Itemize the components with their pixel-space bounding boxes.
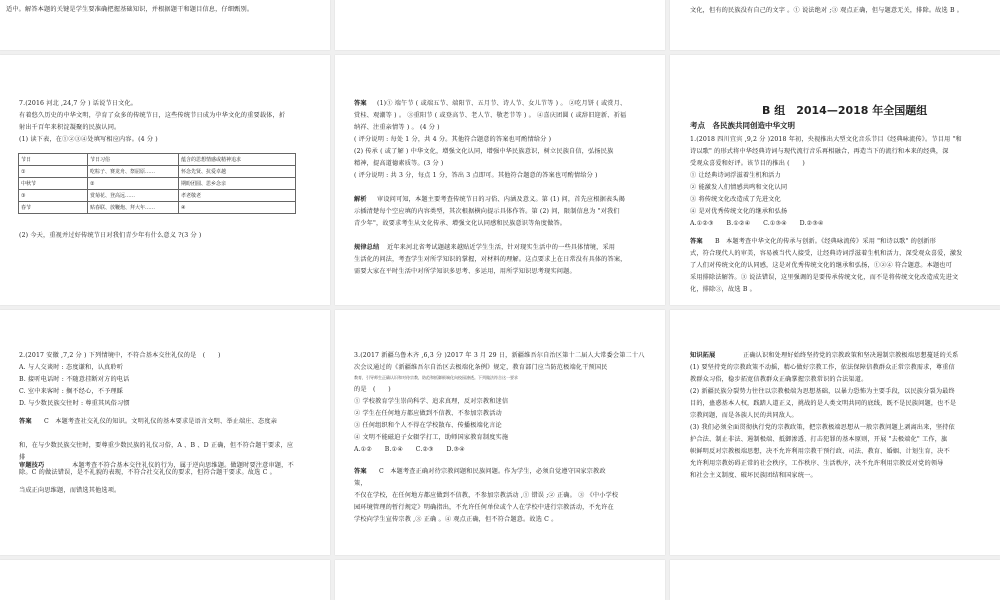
p7-option-c: C. 室中来客时 : 搁不经心，不予理睬 <box>19 388 124 395</box>
page-12 <box>670 560 1000 600</box>
p9-line-1: 正确认识和处理好始终坚持党的宗教政策和坚决遏制宗教极端思想蔓延的关系 <box>743 352 959 359</box>
p5-answer-1: (1)① 端午节 ( 或端五节、端阳节、五月节、诗人节、女儿节等 ) 。 ②吃月饼 ( 或赏月、 <box>377 100 627 107</box>
p7-skill-1: 本题考查不符合基本交往礼仪的行为，属于逆向思维题。做题时要注意审题，不 <box>72 462 294 469</box>
p9-line-9: 帜鲜明反对宗教极端思想，决不允许利用宗教干预行政、司法、教育、婚姻、计划生育，决不 <box>690 448 950 455</box>
p7-answer-2: 和，在与少数民族交往时，要尊重少数民族的礼仪习俗，A 、B 、D 正确，但不符合题干要求，应 <box>19 442 294 449</box>
p5-answer-2: 赏桂、观潮等 ) 。 ③重阳节 ( 或登高节、老人节、敬老节等 ) 。 ④喜庆团圆 ( 或辞旧迎新、祈福 <box>354 112 627 119</box>
section-title: B 组 2014—2018 年全国题组 <box>762 104 928 117</box>
table-cell: 期盼团圆、思乡念亲 <box>179 178 296 190</box>
page-6 <box>670 55 1000 305</box>
p8-question-1: 3.(2017 新疆乌鲁木齐 ,6,3 分 )2017 年 3 月 29 日，新疆维吾尔自治区第十二届人大常委会第二十八 <box>354 352 645 359</box>
p9-line-7: (3) 我们必须全面贯彻执行党的宗教政策，把宗教极端思想从一般宗教问题上剥离出来，坚持依 <box>690 424 955 431</box>
table-cell: ② <box>88 178 179 190</box>
table-header-row <box>19 154 296 166</box>
p8-option-3: ③ 任何组织和个人不得在学校散布、传播极端化言论 <box>354 422 502 429</box>
p8-answer-5: 学校向学生宣传宗教 ,③ 正确 。④ 观点正确，但不符合题意。故选 C 。 <box>354 516 558 523</box>
p8-option-2: ② 学生在任何地方都应做到不信教、不参加宗教活动 <box>354 410 502 417</box>
p7-answer-1: C 本题考查社交礼仪的知识。文明礼仪的基本要求是语言文明、举止端庄、态度亲 <box>44 418 278 425</box>
p6-question-3: 受观众喜爱和好评。该节目的推出 ( ) <box>690 160 805 167</box>
section-subtitle: 考点 各民族共同创造中华文明 <box>690 121 795 130</box>
p7-option-a: A. 与人交谈时 : 态度谦和，认真聆听 <box>19 364 124 371</box>
p7-answer-3: 排 <box>19 454 26 461</box>
page-10 <box>0 560 330 600</box>
table-row <box>19 190 296 202</box>
p9-line-3: 教群众习俗，稳步拓宽信教群众正确掌握宗教常识的合法渠道。 <box>690 376 868 383</box>
table-cell: ③ <box>19 190 88 202</box>
p6-option-1: ① 让经典诗词浮滋着生机和活力 <box>690 172 781 179</box>
p7-option-d: D. 与少数民族交往时 : 尊重其风俗习惯 <box>19 400 130 407</box>
p5-analysis-3: 青少年"，故要求考生从文化传承、增强文化认同感和民族意识等角度做答。 <box>354 220 567 227</box>
p9-line-6: 宗教问题，而是各族人民的共同敌人。 <box>690 412 798 419</box>
p6-answer-1: B 本题考查中华文化的传承与创新。《经典咏流传》采用 "和诗以歌" 的创新形 <box>715 238 936 245</box>
page-5 <box>335 55 665 305</box>
p6-answer-3: 了人们对传统文化的认同感，这是对优秀传统文化的继承和弘扬，①②④ 符合题意。本题也可 <box>690 262 952 269</box>
p8-answer-label: 答案 <box>354 468 367 475</box>
table-cell: ④ <box>179 202 296 214</box>
table-cell: 吃粽子、赛龙舟、祭屈原…… <box>88 166 179 178</box>
p8-option-4: ④ 文明不能磁迫子女辍学打工，助师国家教育制度实施 <box>354 434 509 441</box>
p8-question-4: 的是 ( ) <box>354 386 391 393</box>
p7-answer-4: 除。C 的做法错误，是不礼貌的表现，不符合社交礼仪的要求，但符合题干要求。故选 C 。 <box>19 469 276 476</box>
table-cell: 春节 <box>19 202 88 214</box>
table-header: 节日 <box>19 154 88 166</box>
p6-answer-label: 答案 <box>690 238 703 245</box>
p5-pattern-1: 近年来河北省考试题越来越贴近学生生活，针对现实生活中的一些具体情境，采用 <box>387 244 616 251</box>
p9-line-8: 护合法、制止非法、遏制极端、抵御渗透、打击犯罪的基本原则，开展 "去极端化" 工作，旗 <box>690 436 948 443</box>
table-row <box>19 178 296 190</box>
p4-task-2: (2) 今天，重视并过好传统节日对我们青少年有什么意义 ?(3 分 ) <box>19 232 202 239</box>
page-4 <box>0 55 330 305</box>
p8-question-3: 教育，引导师生正确认识和对待宗教，防范和抵御极端化向校园渗透。下列做法符合这一要求 <box>354 375 518 380</box>
page-11 <box>335 560 665 600</box>
p4-task-1: (1) 读下表，在①②③④处填写相应内容。(4 分 ) <box>19 136 158 143</box>
p6-choices: A.①②③ B.①②④ C.①③④ D.②③④ <box>690 220 824 227</box>
p5-answer-6: 精神，提高道德素质等。(3 分 ) <box>354 160 444 167</box>
p9-line-11: 和社会主义制度、破坏民族团结和国家统一。 <box>690 472 817 479</box>
page-9 <box>670 310 1000 555</box>
p7-question: 2.(2017 安徽 ,7,2 分 ) 下列情境中，不符合基本交往礼仪的是 ( ) <box>19 352 221 359</box>
p1-top-line: 适中。解答本题的关键是学生要准确把握基础知识，并根据题干和题目信息，仔细甄别。 <box>6 6 254 13</box>
table-cell: ① <box>19 166 88 178</box>
p6-answer-2: 式，符合现代人的审美，容易被当代人接受，让经典诗词浮滋着生机和活力，深受观众喜爱，激发 <box>690 250 963 257</box>
table-header: 蕴含的思想情感或精神追求 <box>179 154 296 166</box>
page-7 <box>0 310 330 555</box>
p7-answer-label: 答案 <box>19 418 32 425</box>
table-cell: 中秋节 <box>19 178 88 190</box>
p6-option-4: ④ 是对优秀传统文化的继承和弘扬 <box>690 208 788 215</box>
p8-choices: A.①② B.①④ C.②③ D.③④ <box>354 446 465 453</box>
table-header: 节日习俗 <box>88 154 179 166</box>
p9-line-2: (1) 要坚持党的宗教政策不动摇，精心做好宗教工作，依法保障信教群众正常宗教需求，尊重信 <box>690 364 955 371</box>
p5-analysis-1: 审设问可知，本题主要考查传统节日的习俗、内涵及意义。第 (1) 问，首先应根据表头揭 <box>377 196 625 203</box>
p7-option-b: B. 接听电话时 : 不随意挂断对方的电话 <box>19 376 130 383</box>
p4-question: 7.(2016 河北 ,24,7 分 ) 话说节日文化。 <box>19 100 138 107</box>
table-row <box>19 202 296 214</box>
p8-question-2: 次会议通过的《新疆维吾尔自治区去极端化条例》规定，教育部门应当防范极端化干预国民 <box>354 364 608 371</box>
p7-skill-2: 当成正向思维题，而错选其他选项。 <box>19 487 121 494</box>
page-1 <box>0 0 330 50</box>
p3-line0 <box>690 0 925 2</box>
p3-line1: 文化，但有的民族没有自己的文字 。① 说法绝对 ;③ 观点正确，但与题意无关，排除。故选 B 。 <box>690 7 964 14</box>
p4-intro-1: 有着悠久历史的中华文明，孕育了众多的传统节日，这些传统节日成为中华文化的重要载体，折 <box>19 112 286 119</box>
table-cell: 怀念先贤、抗爱卓越 <box>179 166 296 178</box>
p5-answer-3: 纳祥、注重亲情等 ) 。 (4 分 ) <box>354 124 440 131</box>
page-3 <box>670 0 1000 50</box>
p6-answer-5: 化，排除③，故选 B 。 <box>690 286 756 293</box>
p5-answer-4: ( 评分说明 : 每处 1 分，共 4 分。其他符合题意的答案也可酌情给分 ) <box>354 136 552 143</box>
p6-option-3: ③ 将传统文化改造成了先进文化 <box>690 196 781 203</box>
p9-line-5: 目的，蛊惑基本人权，践踏人道正义，挑战的是人类文明共同的底线，既不是民族问题，也不是 <box>690 400 957 407</box>
p8-option-1: ① 学校教育学生崇尚科学、追求真理，反对宗教和迷信 <box>354 398 509 405</box>
table-cell: 孝老敬老 <box>179 190 296 202</box>
p7-skill-label: 审题技巧 <box>19 462 45 469</box>
page-2 <box>335 0 665 50</box>
p6-option-2: ② 能激发人们情感共鸣和文化认同 <box>690 184 788 191</box>
p5-pattern-2: 生活化的问法，考查学生对所学知识的掌握，对材料的理解。这点要求上在日常没有具体的答案， <box>354 256 627 263</box>
p5-analysis-2: 示插清楚每个空应填的内容类型，其次根据横向提示具体作答。第 (2) 问，限制信息为 "对我们 <box>354 208 620 215</box>
p5-analysis-label: 解析 <box>354 196 367 203</box>
p5-pattern-3: 需要大家在平时生活中对所学知识多思考、多运用，用所学知识思考现实问题。 <box>354 268 576 275</box>
p9-line-10: 允许利用宗教妨碍正常的社会秩序，工作秩序、生活秩序，决不允许利用宗教反对党的领导 <box>690 460 944 467</box>
p8-answer-4: 园环境管理的暂行规定》明确指出，不允许任何单位或个人在学校中进行宗教活动，不允许在 <box>354 504 614 511</box>
p6-answer-4: 采用排除法解答。③ 说法错误，这里强调的是要传承传统文化，而不是将传统文化改造成先进文 <box>690 274 959 281</box>
p5-answer-5: (2) 传承 ( 或了解 ) 中华文化，增强文化认同，增强中华民族意识，树立民族自信，弘扬民族 <box>354 148 614 155</box>
p8-answer-2: 策， <box>354 480 367 487</box>
p5-answer-7: ( 评分说明 : 共 3 分，每点 1 分，答出 3 点即可。其他符合题意的答案也可酌情给分 ) <box>354 172 598 179</box>
p4-intro-2: 射出千百年来积淀凝聚的民族认同。 <box>19 124 121 131</box>
table-row <box>19 166 296 178</box>
p8-answer-1: C 本题考查正确对待宗教问题和民族问题。作为学生，必须自觉遵守国家宗教政 <box>379 468 606 475</box>
p6-question-1: 1.(2018 四川宜宾 ,9,2 分 )2018 年初，央视推出大型文化音乐节目《经典咏流传》。节目用 "和 <box>690 136 962 143</box>
table-cell: 赏菊花、登高远…… <box>88 190 179 202</box>
p6-question-2: 诗以歌" 的形式将中华经典诗词与现代流行音乐再相融合，再造当下的流行和本来的经典，深 <box>690 148 949 155</box>
table-cell: 贴春联、放鞭炮、拜大年…… <box>88 202 179 214</box>
festival-table <box>18 153 296 214</box>
page-8 <box>335 310 665 555</box>
p8-answer-3: 不仅在学校，在任何地方都应做到不信教，不参加宗教活动 ,① 错误 ;② 正确。 ③ 《中小学校 <box>354 492 619 499</box>
p9-line-4: (2) 新疆民族分裂势力往往以宗教极端为思想基础，以暴力恐怖为主要手段，以民族分裂为最终 <box>690 388 955 395</box>
p5-answer-label: 答案 <box>354 100 367 107</box>
p9-knowledge-label: 知识拓展 <box>690 352 716 359</box>
p5-pattern-label: 规律总结 <box>354 244 380 251</box>
